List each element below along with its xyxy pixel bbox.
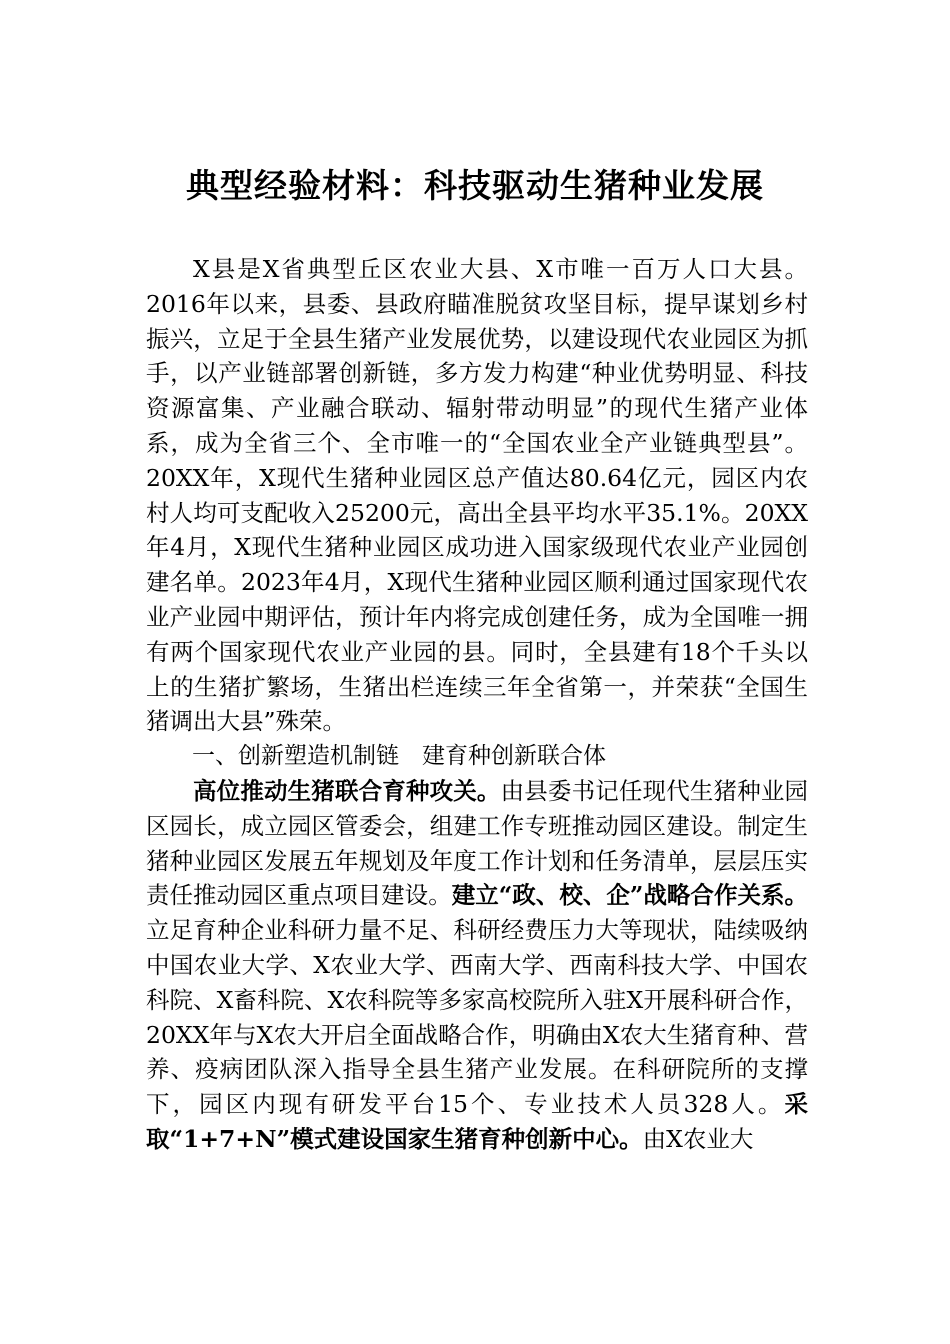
bold-lead-1: 高位推动生猪联合育种攻关。 (193, 776, 501, 805)
paragraph-text-3: 由X农业大 (642, 1124, 754, 1153)
intro-paragraph: X县是X省典型丘区农业大县、X市唯一百万人口大县。2016年以来，县委、县政府瞄准脱贫攻坚目标，提早谋划乡村振兴，立足于全县生猪产业发展优势，以建设现代农业园区为抓手，以产业链部署创新链，多方发力构建“种业优势明显、科技资源富集、产业融合联动、辐射带动明显”的现代生猪产业体系，成为全省三个、全市唯一的“全国农业全产业链典型县”。20XX年，X现代生猪种业园区总产值达80.64亿元，园区内农村人均可支配收入25200元，高出全县平均水平35.1%。20XX年4月，X现代生猪种业园区成功进入国家级现代农业产业园创建名单。2023年4月，X现代生猪种业园区顺利通过国家现代农业产业园中期评估，预计年内将完成创建任务，成为全国唯一拥有两个国家现代农业产业园的县。同时，全县建有18个千头以上的生猪扩繁场，生猪出栏连续三年全省第一，并荣获“全国生猪调出大县”殊荣。 (146, 255, 808, 736)
body-paragraph (146, 774, 808, 1157)
bold-lead-3: 采取“1+7+N”模式建设国家生猪育种创新中心。 (146, 1090, 808, 1153)
section-heading: 一、创新塑造机制链 建育种创新联合体 (192, 743, 606, 770)
document-body (146, 252, 808, 1157)
paragraph-text-2: 立足育种企业科研力量不足、科研经费压力大等现状，陆续吸纳中国农业大学、X农业大学、西南大学、西南科技大学、中国农科院、X畜科院、X农科院等多家高校院所入驻X开展科研合作，20XX年与X农大开启全面战略合作，明确由X农大生猪育种、营养、疫病团队深入指导全县生猪产业发展。在科研院所的支撑下，园区内现有研发平台15个、专业技术人员328人。 (146, 916, 808, 1119)
paragraph-text-1: 由县委书记任现代生猪种业园区园长，成立园区管委会，组建工作专班推动园区建设。制定生猪种业园区发展五年规划及年度工作计划和任务清单，层层压实责任推动园区重点项目建设。 (146, 776, 809, 910)
document-title: 典型经验材料：科技驱动生猪种业发展 (186, 166, 764, 205)
bold-lead-2: 建立“政、校、企”战略合作关系。 (451, 881, 808, 910)
